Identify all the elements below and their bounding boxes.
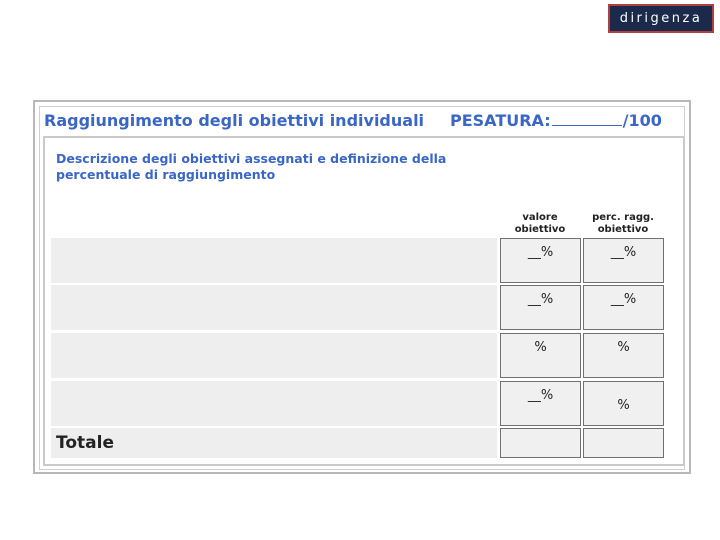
perc-value: % <box>617 398 630 413</box>
pesatura-blank[interactable] <box>552 111 622 126</box>
total-row <box>51 428 497 458</box>
objective-row-4-valore[interactable] <box>500 381 581 426</box>
pesatura-field <box>450 111 662 130</box>
objective-row-2-text[interactable] <box>51 285 497 330</box>
objective-row-2-perc[interactable] <box>583 285 664 330</box>
total-label: Totale <box>56 433 114 453</box>
objective-row-3-valore[interactable] <box>500 333 581 378</box>
objective-row-3-text[interactable] <box>51 333 497 378</box>
column-header-perc: perc. ragg. obiettivo <box>592 212 654 235</box>
objective-row-1-perc[interactable] <box>583 238 664 283</box>
objective-row-2-valore[interactable] <box>500 285 581 330</box>
valore-value: % <box>534 340 547 355</box>
total-perc-cell[interactable] <box>583 428 664 458</box>
pesatura-suffix: /100 <box>622 111 662 130</box>
total-valore-cell[interactable] <box>500 428 581 458</box>
valore-value: __% <box>527 245 554 260</box>
dirigenza-badge: dirigenza <box>608 4 714 33</box>
objective-row-1-text[interactable] <box>51 238 497 283</box>
objective-row-3-perc[interactable] <box>583 333 664 378</box>
valore-value: __% <box>527 388 554 403</box>
pesatura-label: PESATURA: <box>450 111 551 130</box>
column-header-valore: valore obiettivo <box>514 212 566 235</box>
objective-row-4-perc[interactable] <box>583 381 664 426</box>
objective-row-1-valore[interactable] <box>500 238 581 283</box>
perc-value: __% <box>610 245 637 260</box>
perc-value: % <box>617 340 630 355</box>
valore-value: __% <box>527 292 554 307</box>
form-title: Raggiungimento degli obiettivi individuali <box>44 111 425 130</box>
objective-row-4-text[interactable] <box>51 381 497 426</box>
perc-value: __% <box>610 292 637 307</box>
objectives-description: Descrizione degli obiettivi assegnati e definizione della percentuale di raggiungimento <box>56 151 447 182</box>
